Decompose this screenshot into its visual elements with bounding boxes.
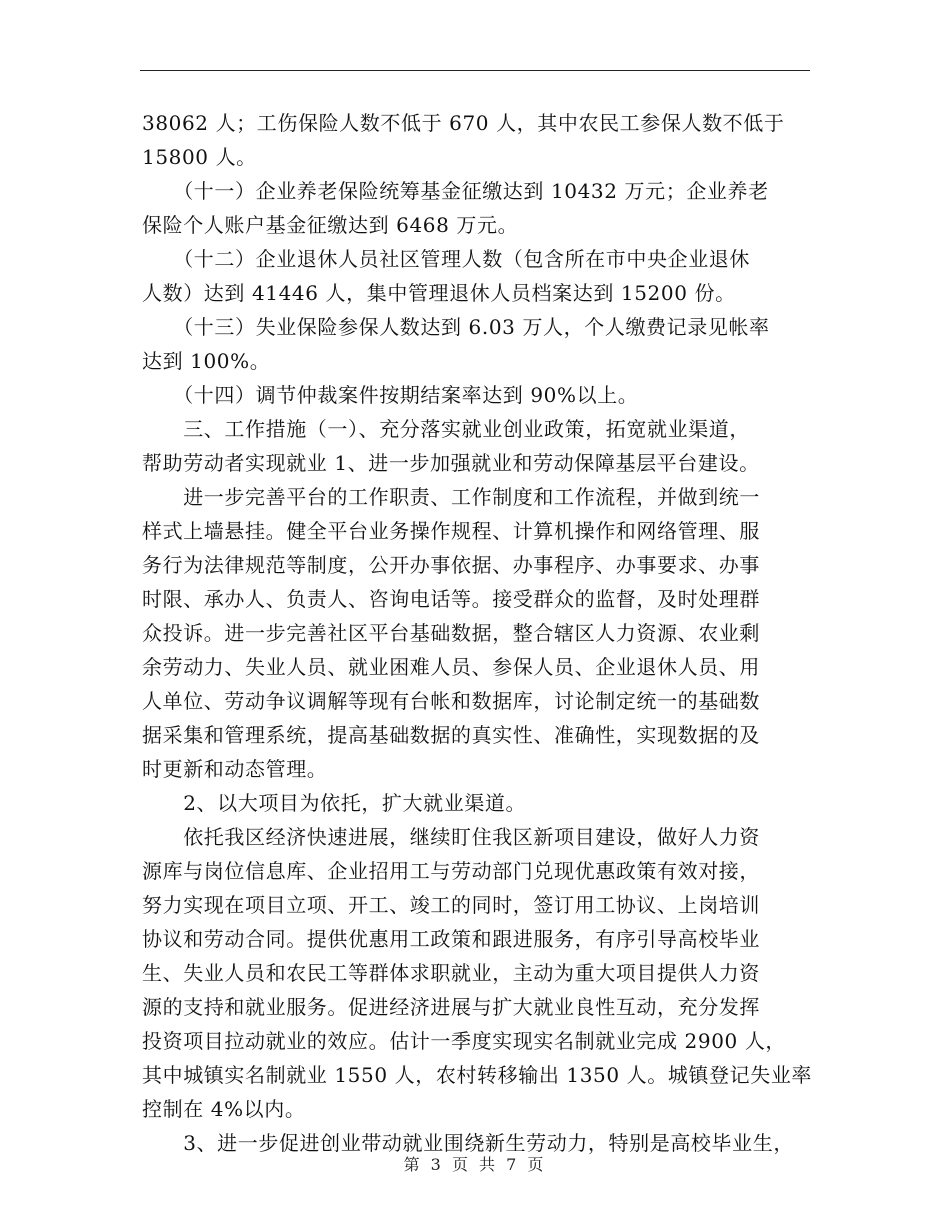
body-line: 38062 人；工伤保险人数不低于 670 人，其中农民工参保人数不低于	[142, 111, 785, 135]
body-line: 余劳动力、失业人员、就业困难人员、参保人员、企业退休人员、用	[142, 655, 760, 679]
body-line: （十一）企业养老保险统筹基金征缴达到 10432 万元；企业养老	[142, 179, 769, 203]
body-line: 依托我区经济快速进展，继续盯住我区新项目建设，做好人力资	[142, 825, 760, 849]
body-line: 样式上墙悬挂。健全平台业务操作规程、计算机操作和网络管理、服	[142, 519, 760, 543]
body-line: 人单位、劳动争议调解等现有台帐和数据库，讨论制定统一的基础数	[142, 689, 760, 713]
body-line: 源的支持和就业服务。促进经济进展与扩大就业良性互动，充分发挥	[142, 995, 760, 1019]
body-line: 务行为法律规范等制度，公开办事依据、办事程序、办事要求、办事	[142, 553, 760, 577]
body-line: 控制在 4%以内。	[142, 1097, 306, 1121]
document-body	[142, 106, 813, 1160]
body-line: 人数）达到 41446 人，集中管理退休人员档案达到 15200 份。	[142, 281, 736, 305]
body-line: 进一步完善平台的工作职责、工作制度和工作流程，并做到统一	[142, 485, 760, 509]
body-line: 协议和劳动合同。提供优惠用工政策和跟进服务，有序引导高校毕业	[142, 927, 760, 951]
page-number: 第 3 页 共 7 页	[403, 1155, 547, 1174]
body-line: 三、工作措施（一）、充分落实就业创业政策，拓宽就业渠道，	[142, 417, 750, 441]
body-line: （十三）失业保险参保人数达到 6.03 万人，个人缴费记录见帐率	[142, 315, 770, 339]
header-rule	[140, 70, 810, 71]
body-line: 15800 人。	[142, 145, 257, 169]
body-line: 据采集和管理系统，提高基础数据的真实性、准确性，实现数据的及	[142, 723, 760, 747]
body-line: 达到 100%。	[142, 349, 271, 373]
body-line: 2、以大项目为依托，扩大就业渠道。	[142, 791, 527, 815]
body-line: 3、进一步促进创业带动就业围绕新生劳动力，特别是高校毕业生，	[142, 1131, 794, 1155]
body-line: 时限、承办人、负责人、咨询电话等。接受群众的监督，及时处理群	[142, 587, 760, 611]
body-line: （十四）调节仲裁案件按期结案率达到 90%以上。	[142, 383, 639, 407]
body-line: 其中城镇实名制就业 1550 人，农村转移输出 1350 人。城镇登记失业率	[142, 1063, 813, 1087]
body-line: 时更新和动态管理。	[142, 757, 328, 781]
body-line: 源库与岗位信息库、企业招用工与劳动部门兑现优惠政策有效对接，	[142, 859, 760, 883]
body-line: 众投诉。进一步完善社区平台基础数据，整合辖区人力资源、农业剩	[142, 621, 760, 645]
body-line: （十二）企业退休人员社区管理人数（包含所在市中央企业退休	[142, 247, 750, 271]
body-line: 保险个人账户基金征缴达到 6468 万元。	[142, 213, 519, 237]
body-line: 生、失业人员和农民工等群体求职就业，主动为重大项目提供人力资	[142, 961, 760, 985]
body-line: 投资项目拉动就业的效应。估计一季度实现实名制就业完成 2900 人，	[142, 1029, 787, 1053]
body-line: 努力实现在项目立项、开工、竣工的同时，签订用工协议、上岗培训	[142, 893, 760, 917]
body-line: 帮助劳动者实现就业 1、进一步加强就业和劳动保障基层平台建设。	[142, 451, 760, 475]
